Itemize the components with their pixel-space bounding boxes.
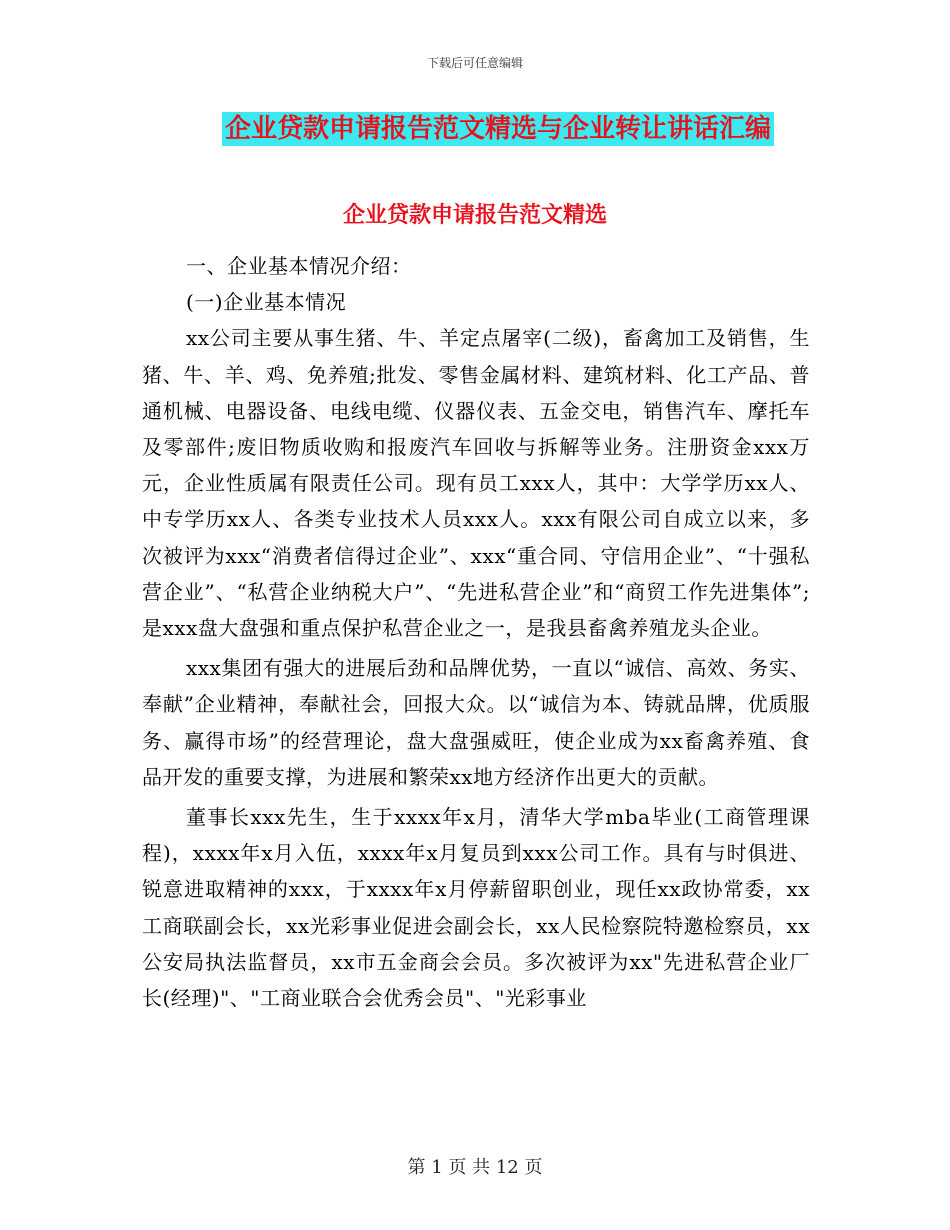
paragraph-group-advantage: xxx集团有强大的进展后劲和品牌优势，一直以“诚信、高效、务实、奉献”企业精神，奉献社会，回报大众。以“诚信为本、铸就品牌，优质服务、赢得市场”的经营理论，盘大盘强威旺，使企业成为xx畜禽养殖、食品开发的重要支撑，为进展和繁荣xx地方经济作出更大的贡献。 [142, 656, 810, 789]
header-note: 下载后可任意编辑 [426, 56, 523, 70]
paragraph-heading-2: (一)企业基本情况 [186, 290, 347, 315]
page-footer: 第 1 页 共 12 页 [407, 1157, 543, 1178]
paragraph-heading-1: 一、企业基本情况介绍： [186, 254, 412, 278]
paragraph-company-overview: xx公司主要从事生猪、牛、羊定点屠宰(二级)，畜禽加工及销售，生猪、牛、羊、鸡、免养殖;批发、零售金属材料、建筑材料、化工产品、普通机械、电器设备、电线电缆、仪器仪表、五金交电，销售汽车、摩托车及零部件;废旧物质收购和报废汽车回收与拆解等业务。注册资金xxx万元，企业性质属有限责任公司。现有员工xxx人，其中：大学学历xx人、中专学历xx人、各类专业技术人员xxx人。xxx有限公司自成立以来，多次被评为xxx“消费者信得过企业”、xxx“重合同、守信用企业”、“十强私营企业”、“私营企业纳税大户”、“先进私营企业”和“商贸工作先进集体”;是xxx盘大盘强和重点保护私营企业之一，是我县畜禽养殖龙头企业。 [142, 326, 810, 641]
main-title: 企业贷款申请报告范文精选与企业转让讲话汇编 [222, 112, 774, 146]
section-title: 企业贷款申请报告范文精选 [342, 203, 607, 228]
document-body [142, 248, 810, 1016]
main-title-wrapper [0, 112, 950, 146]
paragraph-chairman-bio: 董事长xxx先生，生于xxxx年x月，清华大学mba毕业(工商管理课程)，xxxx年x月入伍，xxxx年x月复员到xxx公司工作。具有与时俱进、锐意进取精神的xxx，于xxxx年x月停薪留职创业，现任xx政协常委，xx工商联副会长，xx光彩事业促进会副会长，xx人民检察院特邀检察员，xx公安局执法监督员，xx市五金商会会员。多次被评为xx"先进私营企业厂长(经理)"、"工商业联合会优秀会员"、"光彩事业 [142, 805, 810, 1011]
